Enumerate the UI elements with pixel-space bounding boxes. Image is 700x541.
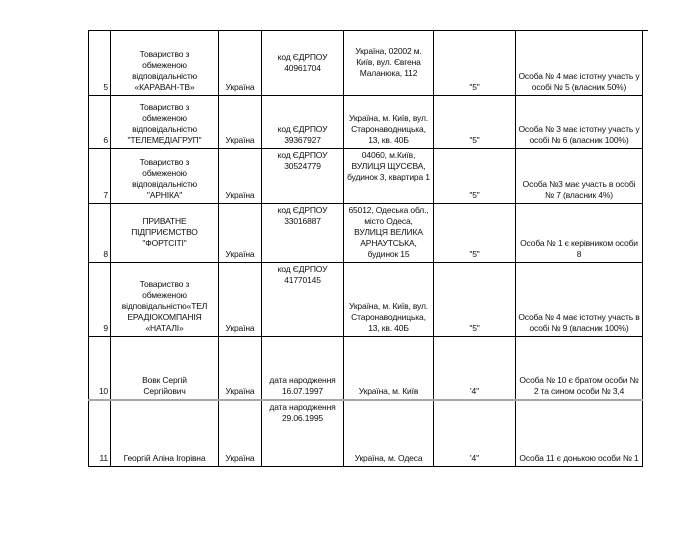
cell-relation-description: Особа № 10 є братом особи № 2 та сином особи № 3,4 [516,337,643,400]
cell-relation-type-code: "5" [434,149,516,204]
cell-entity-name: ПРИВАТНЕ ПІДПРИЄМСТВО "ФОРТСІТІ" [111,204,219,263]
cell-citizenship: Україна [219,204,262,263]
cell-row-number: 11 [89,400,111,467]
cell-row-number: 7 [89,149,111,204]
cell-row-number: 10 [89,337,111,400]
cell-registration-code: код ЄДРПОУ 39367927 [262,96,344,149]
cell-registration-code: дата народження 29.06.1995 [262,400,344,467]
cell-address: Україна, м. Одеса [344,400,434,467]
cell-citizenship: Україна [219,337,262,400]
cell-entity-name: Товариство з обмеженою відповідальністю "ТЕЛЕМЕДІАГРУП" [111,96,219,149]
cell-relation-type-code: '4" [434,337,516,400]
cell-relation-type-code: "5" [434,204,516,263]
cell-address: Україна, м. Київ, вул. Старонаводницька, 13, кв. 40Б [344,263,434,337]
cell-entity-name: Георгій Аліна Ігорівна [111,400,219,467]
cell-relation-description: Особа 11 є донькою особи № 1 [516,400,643,467]
cell-citizenship: Україна [219,96,262,149]
cell-row-number: 9 [89,263,111,337]
cell-citizenship: Україна [219,31,262,96]
cell-registration-code: код ЄДРПОУ 41770145 [262,263,344,337]
table-row [89,96,643,149]
table-row [89,31,643,96]
cell-address: Україна, м. Київ, вул. Старонаводницька, 13, кв. 40Б [344,96,434,149]
table-row [89,263,643,337]
cell-relation-description: Особа № 4 має істотну участь в особі № 9 (власник 100%) [516,263,643,337]
cell-registration-code: код ЄДРПОУ 30524779 [262,149,344,204]
ownership-structure-table [88,30,643,467]
cell-relation-type-code: "5" [434,263,516,337]
cell-address: Україна, 02002 м. Київ, вул. Євгена Маланюка, 112 [344,31,434,96]
cell-relation-description: Особа № 1 є керівником особи 8 [516,204,643,263]
cell-relation-type-code: '4" [434,400,516,467]
ownership-table-body [89,31,643,467]
cell-row-number: 6 [89,96,111,149]
cell-citizenship: Україна [219,400,262,467]
cell-registration-code: код ЄДРПОУ 40961704 [262,31,344,96]
cell-relation-type-code: "5" [434,31,516,96]
cell-relation-description: Особа № 4 має істотну участь у особі № 5 (власник 50%) [516,31,643,96]
cell-row-number: 8 [89,204,111,263]
cell-citizenship: Україна [219,149,262,204]
table-row [89,337,643,400]
cell-address: 65012, Одеська обл., місто Одеса, ВУЛИЦЯ ВЕЛИКА АРНАУТСЬКА, будинок 15 [344,204,434,263]
cell-citizenship: Україна [219,263,262,337]
cell-entity-name: Товариство з обмеженою відповідальністю«ТЕЛЕРАДІОКОМПАНІЯ «НАТАЛІ» [111,263,219,337]
cell-registration-code: код ЄДРПОУ 33016887 [262,204,344,263]
cell-entity-name: Товариство з обмеженою відповідальністю «КАРАВАН-ТВ» [111,31,219,96]
cell-registration-code: дата народження 16.07.1997 [262,337,344,400]
cell-relation-description: Особа № 3 має істотну участь у особі № 6 (власник 100%) [516,96,643,149]
table-row [89,149,643,204]
table-row [89,204,643,263]
cell-address: Україна, м. Київ [344,337,434,400]
cell-address: 04060, м.Київ, ВУЛИЦЯ ЩУСЄВА, будинок 3, квартира 1 [344,149,434,204]
cell-row-number: 5 [89,31,111,96]
cell-entity-name: Вовк Сергій Сергійович [111,337,219,400]
cell-relation-type-code: "5" [434,96,516,149]
cell-entity-name: Товариство з обмеженою відповідальністю "АРНІКА" [111,149,219,204]
table-row [89,400,643,467]
cell-relation-description: Особа №3 має участь в особі № 7 (власник 4%) [516,149,643,204]
